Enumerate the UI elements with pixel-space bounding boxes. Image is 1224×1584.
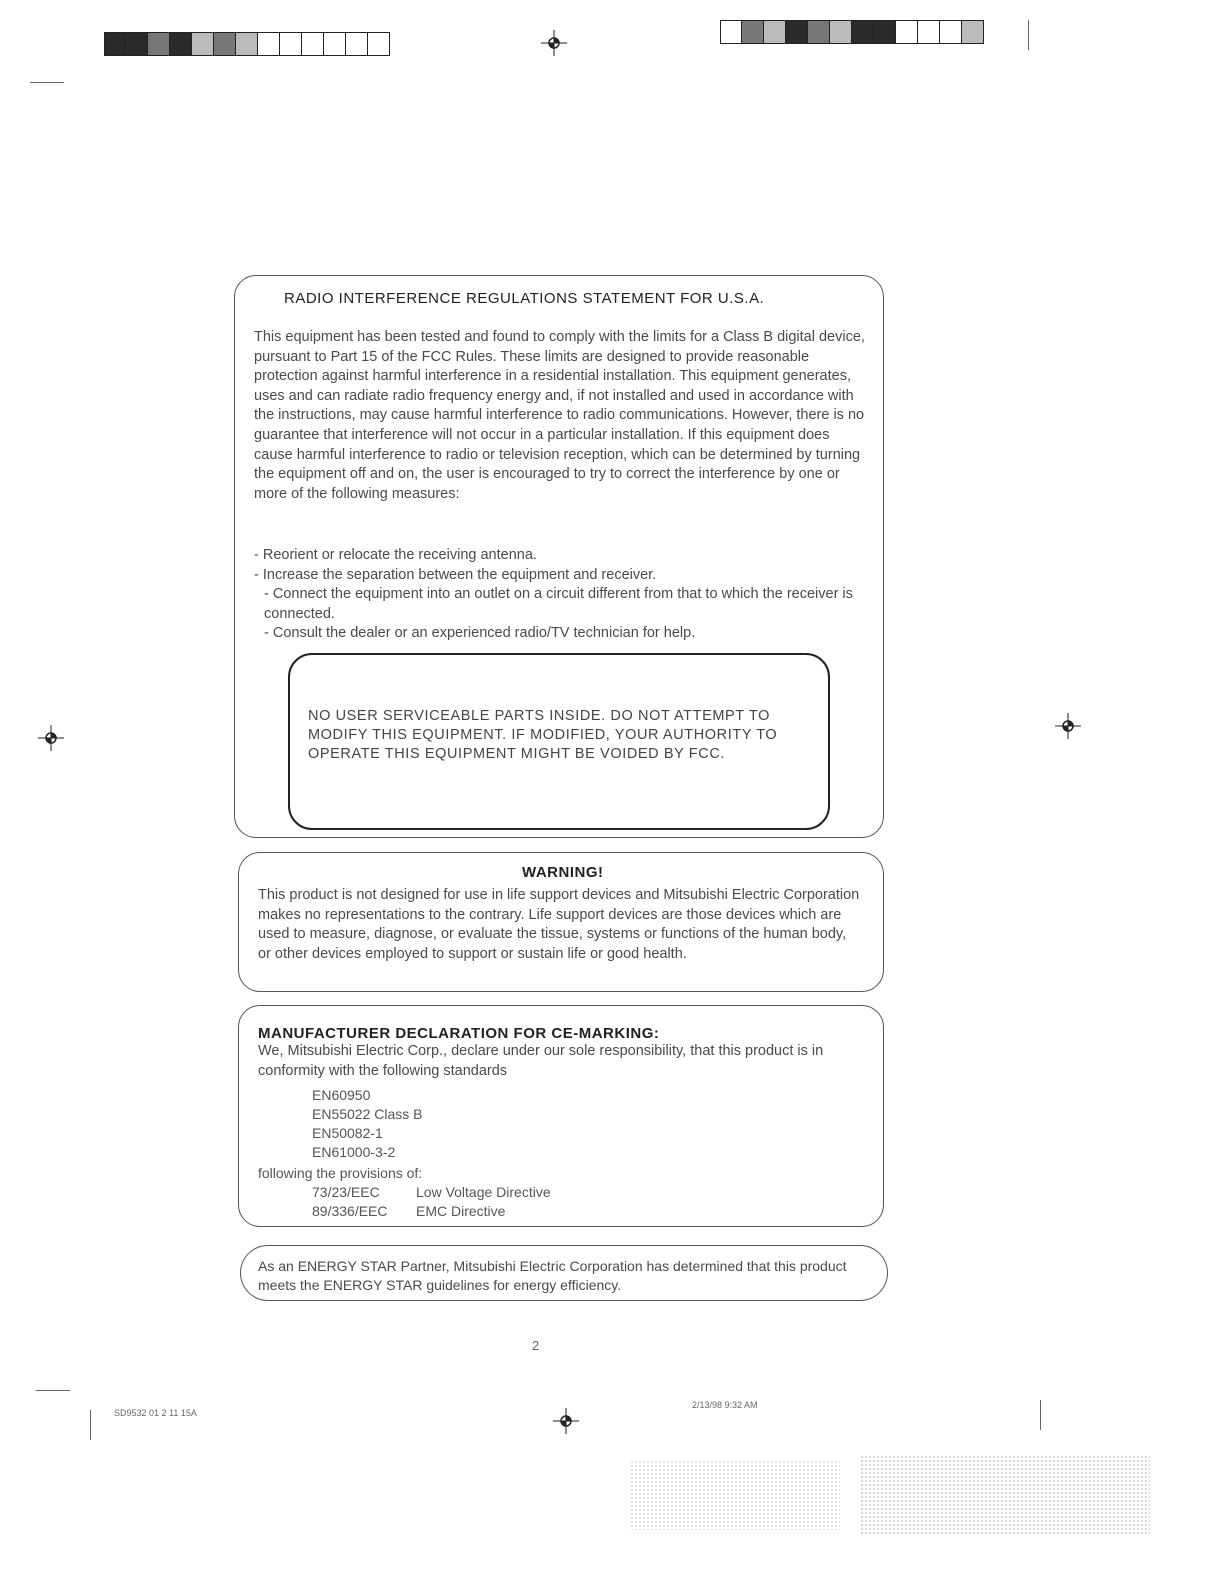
warning-body: This product is not designed for use in life support devices and Mitsubishi Electric Corporation makes no representations to the contrary. Life support devices are those devices which are used to measure, diagnose, or evaluate the tissue, systems or functions of the human body, or other devices employed to support or sustain life or good health. (258, 887, 860, 962)
warning-title: WARNING! (522, 864, 604, 881)
standard-item: EN50082-1 (312, 1125, 383, 1141)
trim-line-bottom-left (36, 1390, 70, 1391)
measure-item: - Connect the equipment into an outlet on a circuit different from that to which the receiver is connected. (264, 586, 853, 622)
standard-item: EN60950 (312, 1087, 371, 1103)
directive-row (312, 1183, 551, 1202)
energy-star-text: As an ENERGY STAR Partner, Mitsubishi Electric Corporation has determined that this product meets the ENERGY STAR guidelines for energy efficiency. (258, 1258, 847, 1293)
directive-name: EMC Directive (416, 1203, 506, 1219)
directive-code: 89/336/EEC (312, 1203, 388, 1219)
standards-list (312, 1086, 423, 1162)
radio-interference-body: This equipment has been tested and found to comply with the limits for a Class B digital device, pursuant to Part 15 of the FCC Rules. These limits are designed to provide reasonable protection against harmful interference in a residential installation. This equipment generates, uses and can radiate radio frequency energy and, if not installed and used in accordance with the instructions, may cause harmful interference to radio communications. However, there is no guarantee that interference will not occur in a particular installation. If this equipment does cause harmful interference to radio or television reception, which can be determined by turning the equipment off and on, the user is encouraged to try to correct the interference by one or more of the following measures: (254, 329, 865, 502)
radio-interference-title: RADIO INTERFERENCE REGULATIONS STATEMENT FOR U.S.A. (284, 290, 765, 307)
directive-row (312, 1202, 505, 1221)
crosshair-bottom-icon (553, 1408, 579, 1434)
trim-line-top-left (30, 82, 64, 83)
standard-item: EN61000-3-2 (312, 1144, 396, 1160)
measure-item: - Increase the separation between the equipment and receiver. (254, 566, 657, 583)
directive-name: Low Voltage Directive (416, 1184, 551, 1200)
measure-item: - Reorient or relocate the receiving antenna. (254, 547, 537, 563)
measure-item: - Consult the dealer or an experienced radio/TV technician for help. (264, 625, 696, 642)
fcc-notice-text: NO USER SERVICEABLE PARTS INSIDE. DO NOT ATTEMPT TO MODIFY THIS EQUIPMENT. IF MODIFIED, YOUR AUTHORITY TO OPERATE THIS EQUIPMENT MIGHT BE VOIDED BY FCC. (308, 708, 778, 762)
scan-noise-bottom-right (860, 1455, 1150, 1535)
ce-marking-title: MANUFACTURER DECLARATION FOR CE-MARKING: (258, 1025, 660, 1042)
footer-left-code: SD9532 01 2 11 15A (114, 1408, 197, 1418)
interference-measures-list (254, 546, 854, 644)
registration-bar-top-left (104, 32, 390, 56)
directive-code: 73/23/EEC (312, 1184, 380, 1200)
crosshair-top-icon (541, 30, 567, 56)
scan-noise-bottom-center (630, 1460, 840, 1530)
standard-item: EN55022 Class B (312, 1106, 423, 1122)
crosshair-left-icon (38, 725, 64, 751)
trim-line-top-right-vertical (1028, 20, 1029, 50)
page-number: 2 (532, 1338, 540, 1353)
trim-line-bottom-right-vertical (1040, 1400, 1041, 1430)
crosshair-right-icon (1055, 713, 1081, 739)
provisions-label: following the provisions of: (258, 1165, 423, 1181)
footer-right-timestamp: 2/13/98 9:32 AM (692, 1400, 758, 1410)
ce-marking-intro: We, Mitsubishi Electric Corp., declare under our sole responsibility, that this product is in conformity with the following standards (258, 1043, 824, 1079)
trim-line-bottom-left-vertical (90, 1410, 91, 1440)
registration-bar-top-right (720, 20, 984, 44)
